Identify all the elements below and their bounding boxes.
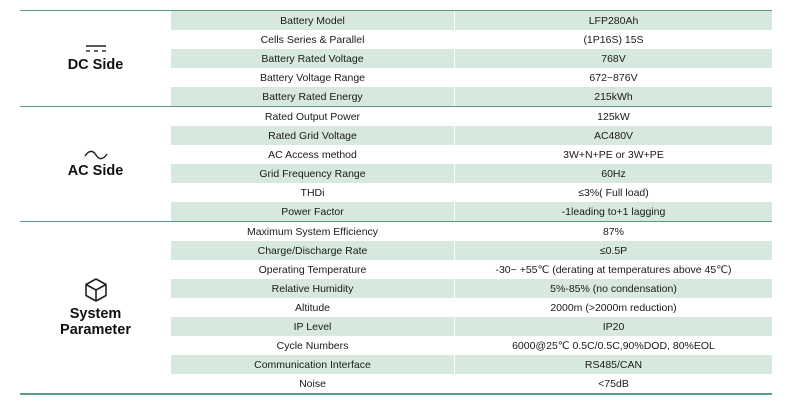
row-key: Charge/Discharge Rate — [171, 241, 454, 260]
row-value: RS485/CAN — [454, 355, 772, 374]
row-value: ≤3%( Full load) — [454, 183, 772, 202]
row-value: 2000m (>2000m reduction) — [454, 298, 772, 317]
row-key: AC Access method — [268, 148, 357, 161]
section-label-dc — [20, 11, 171, 106]
table-row — [171, 30, 772, 49]
row-value: ≤0.5P — [454, 241, 772, 260]
table-row — [171, 298, 772, 317]
row-value: AC480V — [454, 126, 772, 145]
row-key: Battery Rated Energy — [171, 87, 454, 106]
section-label-system — [20, 222, 171, 393]
row-key: Communication Interface — [171, 355, 454, 374]
row-value: (1P16S) 15S — [454, 30, 772, 49]
section-title-line2: Parameter — [60, 322, 131, 338]
table-row — [171, 355, 772, 374]
row-value: 87% — [454, 222, 772, 241]
table-row — [171, 260, 772, 279]
table-row — [171, 279, 772, 298]
row-value: 768V — [454, 49, 772, 68]
row-key: Cycle Numbers — [276, 339, 349, 352]
table-row — [171, 145, 772, 164]
table-bottom-border — [20, 393, 772, 395]
table-row — [171, 164, 772, 183]
row-key: Relative Humidity — [171, 279, 454, 298]
row-key: Operating Temperature — [258, 263, 367, 276]
table-row — [171, 202, 772, 221]
row-key: IP Level — [171, 317, 454, 336]
table-row — [171, 126, 772, 145]
row-key: Battery Model — [171, 11, 454, 30]
row-key: Power Factor — [171, 202, 454, 221]
table-row — [171, 87, 772, 106]
table-row — [171, 222, 772, 241]
row-value: 5%-85% (no condensation) — [454, 279, 772, 298]
row-value: -1leading to+1 lagging — [454, 202, 772, 221]
dc-symbol-icon — [85, 44, 107, 54]
row-value: 672~876V — [454, 68, 772, 87]
row-value: 125kW — [454, 107, 772, 126]
section-title-line1: System — [69, 306, 122, 322]
table-row — [171, 11, 772, 30]
row-key: Battery Rated Voltage — [171, 49, 454, 68]
row-key: Rated Output Power — [264, 110, 361, 123]
row-value: LFP280Ah — [454, 11, 772, 30]
row-key: THDi — [300, 186, 325, 199]
table-row — [171, 374, 772, 393]
section-title: AC Side — [67, 162, 124, 179]
row-value: -30~ +55℃ (derating at temperatures above 45℃) — [454, 260, 772, 279]
row-key: Noise — [299, 377, 326, 390]
row-value: IP20 — [454, 317, 772, 336]
cube-icon — [84, 277, 108, 303]
row-key: Battery Voltage Range — [259, 71, 366, 84]
row-value: 215kWh — [454, 87, 772, 106]
table-row — [171, 49, 772, 68]
table-row — [171, 336, 772, 355]
section-label-ac — [20, 107, 171, 221]
section-ac-side — [20, 107, 772, 221]
row-value: <75dB — [454, 374, 772, 393]
section-dc-side — [20, 11, 772, 106]
row-value: 6000@25℃ 0.5C/0.5C,90%DOD, 80%EOL — [454, 336, 772, 355]
row-key: Altitude — [294, 301, 331, 314]
row-key: Rated Grid Voltage — [171, 126, 454, 145]
table-row — [171, 107, 772, 126]
section-title: DC Side — [67, 57, 124, 73]
row-key: Cells Series & Parallel — [260, 33, 365, 46]
row-value: 60Hz — [454, 164, 772, 183]
section-system-parameter — [20, 222, 772, 393]
table-row — [171, 241, 772, 260]
row-value: 3W+N+PE or 3W+PE — [454, 145, 772, 164]
table-row — [171, 317, 772, 336]
table-row — [171, 183, 772, 202]
table-row — [171, 68, 772, 87]
row-key: Grid Frequency Range — [171, 164, 454, 183]
ac-wave-icon — [84, 150, 108, 160]
row-key: Maximum System Efficiency — [246, 225, 379, 238]
